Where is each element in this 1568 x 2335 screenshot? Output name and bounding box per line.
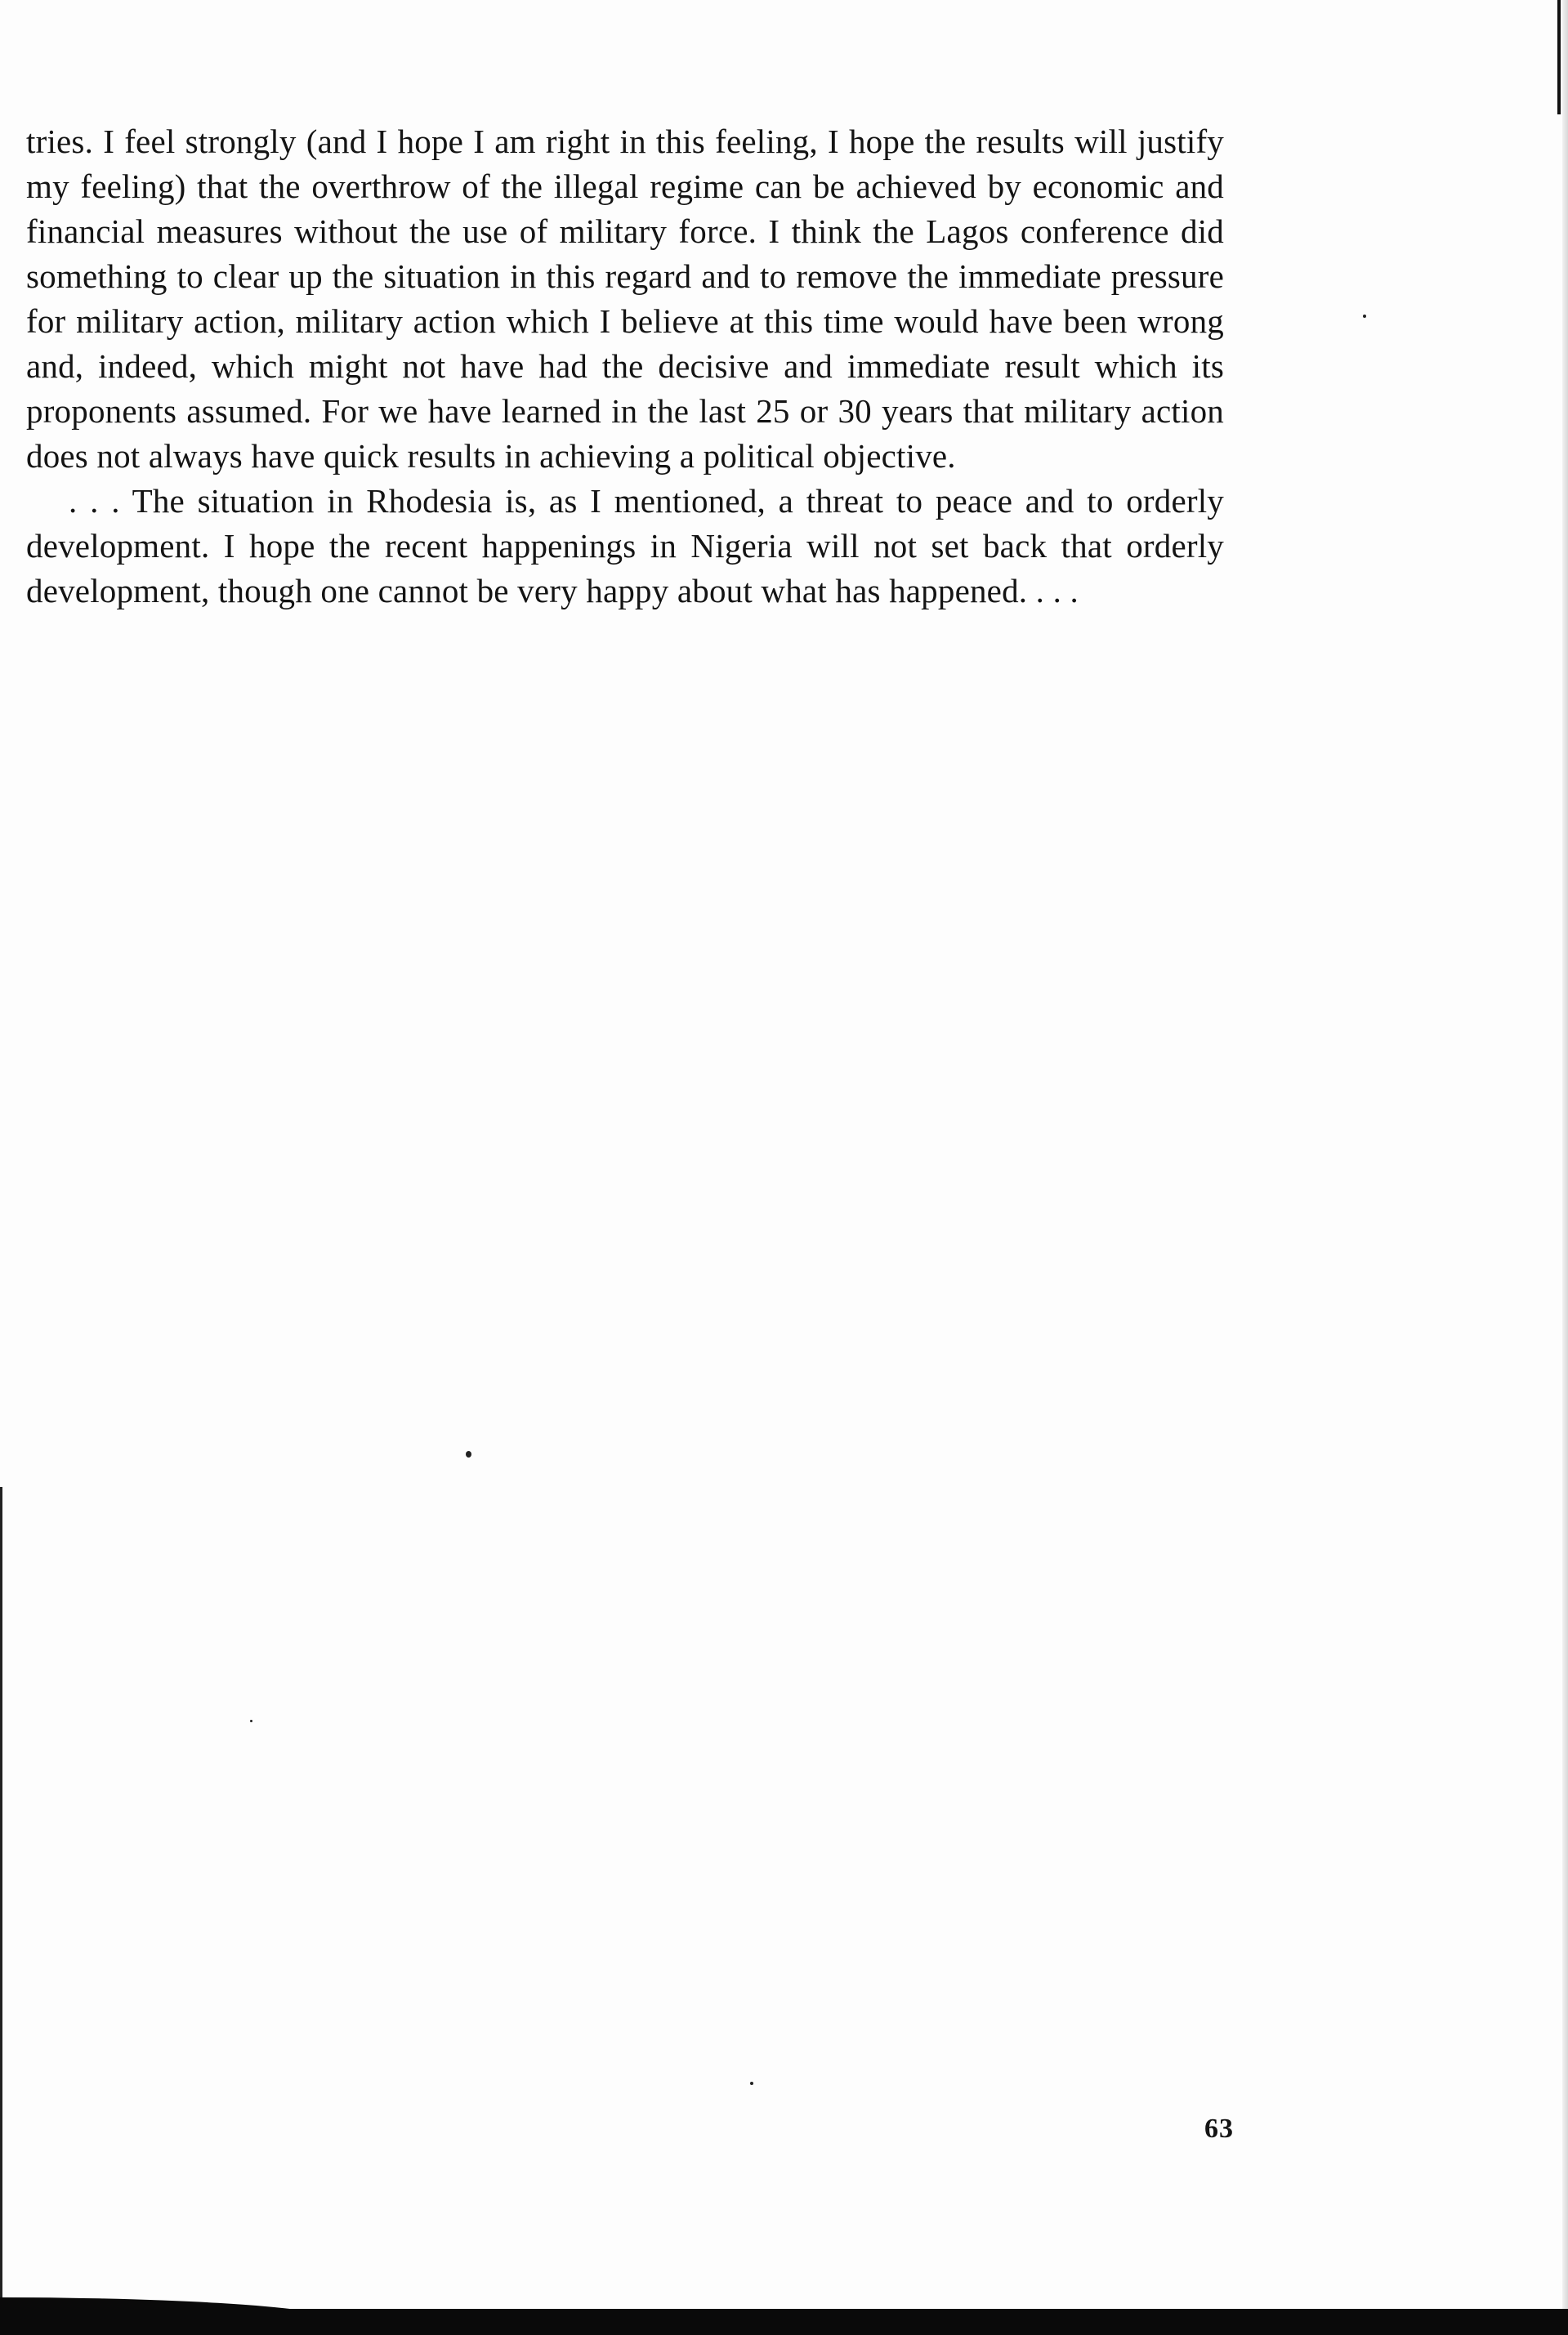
body-text bbox=[26, 119, 1224, 614]
paragraph-1: tries. I feel strongly (and I hope I am right in this feeling, I hope the results will justify my feeling) that the overthrow of the illegal regime can be achieved by economic and financial measures without the use of military force. I think the Lagos conference did something to clear up the situation in this regard and to remove the immediate pressure for military action, military action which I believe at this time would have been wrong and, indeed, which might not have had the decisive and immediate result which its proponents assumed. For we have learned in the last 25 or 30 years that military action does not always have quick results in achieving a political objective. bbox=[26, 123, 1224, 475]
scan-speck bbox=[1363, 315, 1366, 318]
scan-speck bbox=[750, 2082, 753, 2085]
page-spine-line bbox=[1557, 0, 1561, 114]
scan-speck bbox=[250, 1720, 252, 1722]
page-spine-shadow bbox=[1562, 0, 1568, 2335]
page-left-edge bbox=[0, 1487, 2, 2312]
page-number: 63 bbox=[1204, 2114, 1234, 2144]
paragraph-2: . . . The situation in Rhodesia is, as I mentioned, a threat to peace and to orderly development. I hope the recent happenings in Nigeria will not set back that orderly development, though one cannot be very happy about what has happened. . . . bbox=[26, 482, 1224, 609]
scan-speck bbox=[466, 1451, 471, 1458]
book-bottom-edge bbox=[0, 2309, 1568, 2335]
